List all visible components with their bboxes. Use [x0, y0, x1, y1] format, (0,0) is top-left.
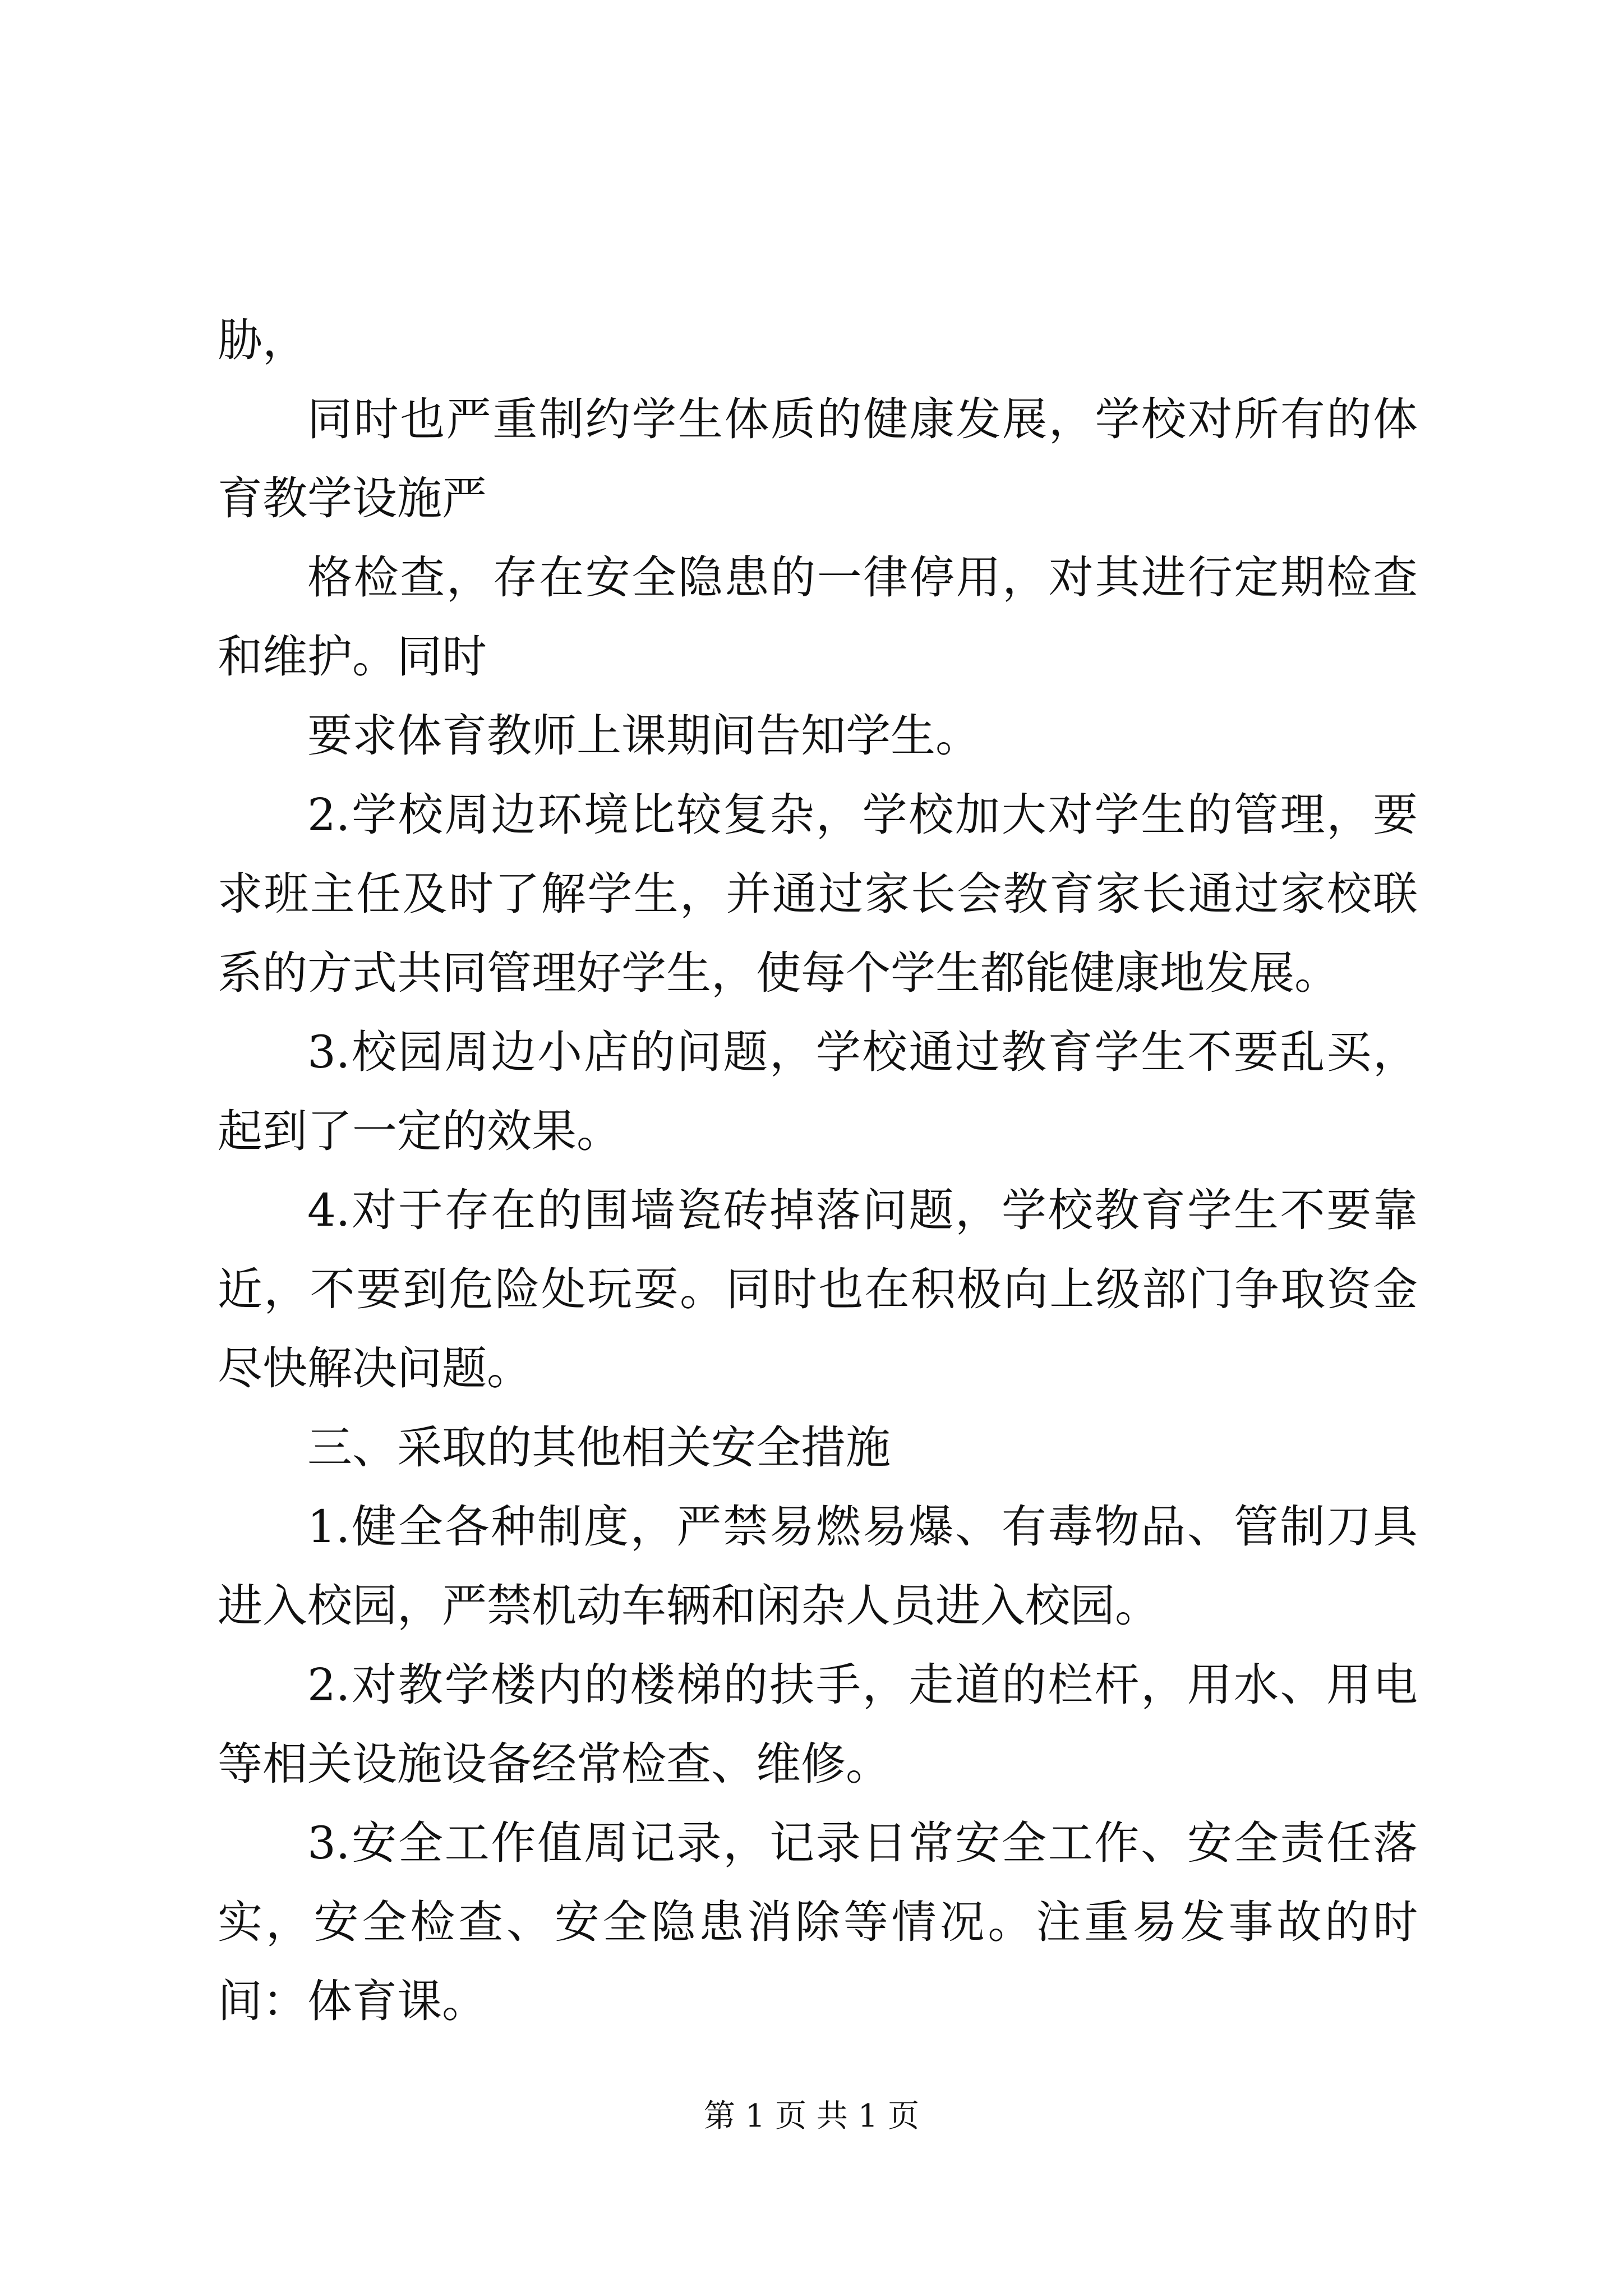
- document-body: [218, 301, 1418, 2041]
- section-heading: 三、采取的其他相关安全措施: [307, 1421, 891, 1474]
- page-footer: 第 1 页 共 1 页: [703, 2098, 920, 2134]
- paragraph-1: 胁，: [218, 314, 307, 366]
- paragraph-2: 同时也严重制约学生体质的健康发展，学校对所有的体育教学设施严: [218, 393, 1418, 524]
- paragraph-11: 3.安全工作值周记录，记录日常安全工作、安全责任落实，安全检查、安全隐患消除等情况。注重易发事故的时间：体育课。: [218, 1817, 1418, 2027]
- paragraph-7: 4.对于存在的围墙瓷砖掉落问题，学校教育学生不要靠近，不要到危险处玩耍。同时也在积极向上级部门争取资金尽快解决问题。: [218, 1184, 1418, 1395]
- paragraph-6: 3.校园周边小店的问题，学校通过教育学生不要乱买，起到了一定的效果。: [218, 1026, 1418, 1157]
- paragraph-3: 格检查，存在安全隐患的一律停用，对其进行定期检查和维护。同时: [218, 551, 1418, 683]
- paragraph-4: 要求体育教师上课期间告知学生。: [307, 710, 980, 762]
- paragraph-5: 2.学校周边环境比较复杂，学校加大对学生的管理，要求班主任及时了解学生，并通过家长会教育家长通过家校联系的方式共同管理好学生，使每个学生都能健康地发展。: [218, 789, 1418, 999]
- paragraph-10: 2.对教学楼内的楼梯的扶手，走道的栏杆，用水、用电等相关设施设备经常检查、维修。: [218, 1659, 1418, 1790]
- paragraph-9: 1.健全各种制度，严禁易燃易爆、有毒物品、管制刀具进入校园，严禁机动车辆和闲杂人员进入校园。: [218, 1501, 1418, 1632]
